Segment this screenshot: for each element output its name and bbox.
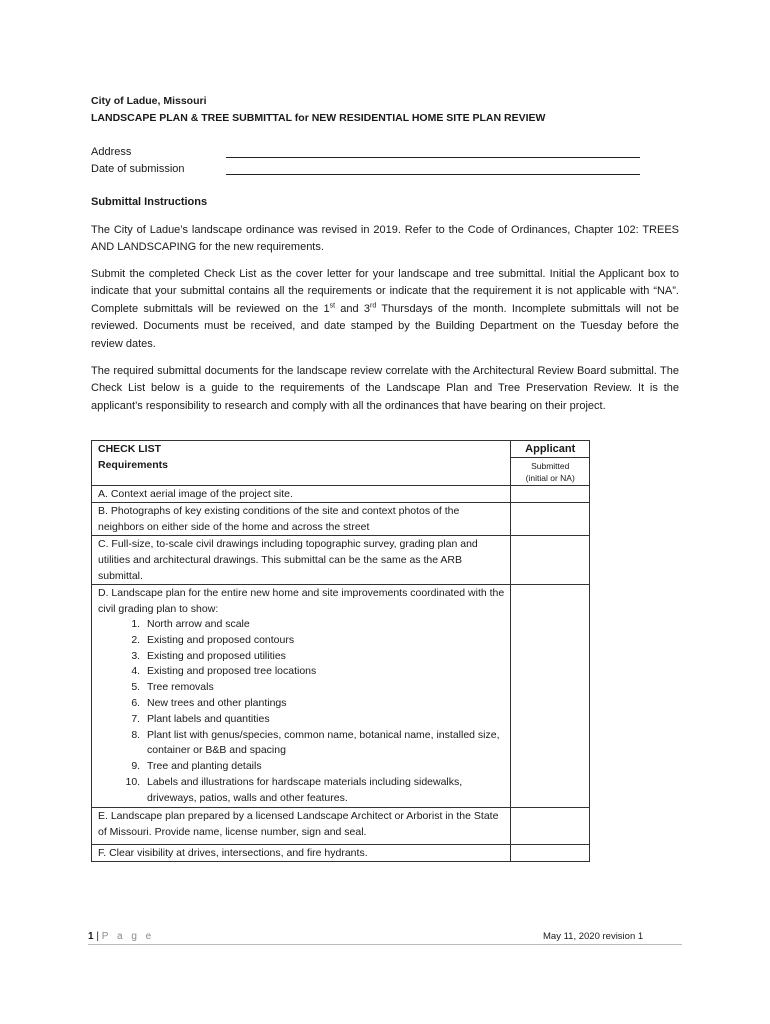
instructions-paragraph-3: The required submittal documents for the landscape review correlate with the Architectural Review Board submittal. The Check List below is a guide to the requirements of the Landscape Plan and Tree Preservation Review. It is the applicant’s responsibility to research and comply with all the ordinances that have bearing on their project. (91, 365, 679, 412)
revision-date: May 11, 2020 revision 1 (543, 931, 644, 942)
requirement-cell (92, 585, 511, 808)
requirement-cell (92, 486, 511, 503)
checklist-table (91, 440, 590, 862)
list-item: 4. Existing and proposed tree locations (143, 664, 504, 680)
checklist-header-cell (92, 441, 511, 486)
requirements-heading: Requirements (98, 459, 169, 471)
checklist-row-f (92, 844, 590, 861)
instructions-paragraph-2 (91, 266, 679, 353)
requirement-d-list (98, 617, 504, 807)
address-field[interactable] (226, 157, 640, 158)
requirement-d: D. Landscape plan for the entire new home and site improvements coordinated with the civil grading plan to show: (98, 587, 505, 615)
list-item: 10. Labels and illustrations for hardscape materials including sidewalks, driveways, patios, walls and other features. (143, 775, 504, 807)
date-label: Date of submission (91, 163, 185, 175)
applicant-initial-label: (initial or NA) (525, 473, 575, 483)
requirement-e: E. Landscape plan prepared by a licensed Landscape Architect or Arborist in the State of Missouri. Provide name, license number, sign and seal. (98, 809, 499, 838)
requirement-f: F. Clear visibility at drives, intersections, and fire hydrants. (98, 846, 368, 859)
para2-sup-st: st (329, 302, 336, 310)
requirement-cell (92, 503, 511, 536)
document-title: LANDSCAPE PLAN & TREE SUBMITTAL for NEW RESIDENTIAL HOME SITE PLAN REVIEW (91, 112, 546, 124)
footer-divider (88, 944, 682, 945)
applicant-heading: Applicant (511, 441, 589, 458)
applicant-initial-box-f[interactable] (511, 844, 590, 861)
applicant-submitted-label: Submitted (531, 461, 570, 471)
instructions-title: Submittal Instructions (91, 196, 208, 208)
instructions-paragraph-1: The City of Ladue’s landscape ordinance was revised in 2019. Refer to the Code of Ordinances, Chapter 102: TREES AND LANDSCAPING for the new requirements. (91, 224, 679, 254)
applicant-header-cell (511, 441, 590, 486)
checklist-row-c (92, 536, 590, 585)
list-item: 6. New trees and other plantings (143, 696, 504, 712)
requirement-cell (92, 844, 511, 861)
applicant-initial-box-e[interactable] (511, 807, 590, 844)
checklist-header-row (92, 441, 590, 486)
date-field[interactable] (226, 174, 640, 175)
checklist-row-d (92, 585, 590, 808)
list-item: 7. Plant labels and quantities (143, 712, 504, 728)
page-label: P a g e (101, 931, 155, 942)
checklist-heading: CHECK LIST (98, 443, 161, 455)
applicant-initial-box-d[interactable] (511, 585, 590, 808)
address-label: Address (91, 146, 132, 158)
para2-text-a: Submit the completed Check List as the cover letter for your landscape and tree submittal. Initial the Applicant box to indicate that your submittal contains all the requirements or indicate that the requirement it is not applicable with “NA”. Complete submittals will be reviewed on the 1 (91, 268, 679, 315)
checklist-row-e (92, 807, 590, 844)
applicant-initial-box-c[interactable] (511, 536, 590, 585)
checklist-row-a (92, 486, 590, 503)
list-item: 9. Tree and planting details (143, 759, 504, 775)
requirement-cell (92, 807, 511, 844)
list-item: 2. Existing and proposed contours (143, 633, 504, 649)
applicant-initial-box-a[interactable] (511, 486, 590, 503)
requirement-a: A. Context aerial image of the project site. (98, 488, 293, 500)
para2-sup-rd: rd (370, 302, 377, 310)
list-item: 8. Plant list with genus/species, common name, botanical name, installed size, container or B&B and spacing (143, 728, 504, 760)
list-item: 5. Tree removals (143, 680, 504, 696)
requirement-b: B. Photographs of key existing conditions of the site and context photos of the neighbors on either side of the home and across the street (98, 505, 460, 533)
requirement-cell (92, 536, 511, 585)
list-item: 3. Existing and proposed utilities (143, 649, 504, 665)
page-footer-left (88, 931, 154, 942)
checklist-row-b (92, 503, 590, 536)
applicant-initial-box-b[interactable] (511, 503, 590, 536)
list-item: 1. North arrow and scale (143, 617, 504, 633)
para2-text-c: Thursdays of the month. Incomplete submittals will not be reviewed. Documents must be received, and date stamped by the Building Department on the Tuesday before the review dates. (91, 302, 679, 350)
page-number: 1 (88, 931, 94, 942)
footer-separator: | (96, 931, 99, 942)
city-heading: City of Ladue, Missouri (91, 95, 207, 107)
para2-text-b: and 3 (335, 302, 371, 315)
requirement-c: C. Full-size, to-scale civil drawings including topographic survey, grading plan and utilities and architectural drawings. This submittal can be the same as the ARB submittal. (98, 538, 478, 582)
